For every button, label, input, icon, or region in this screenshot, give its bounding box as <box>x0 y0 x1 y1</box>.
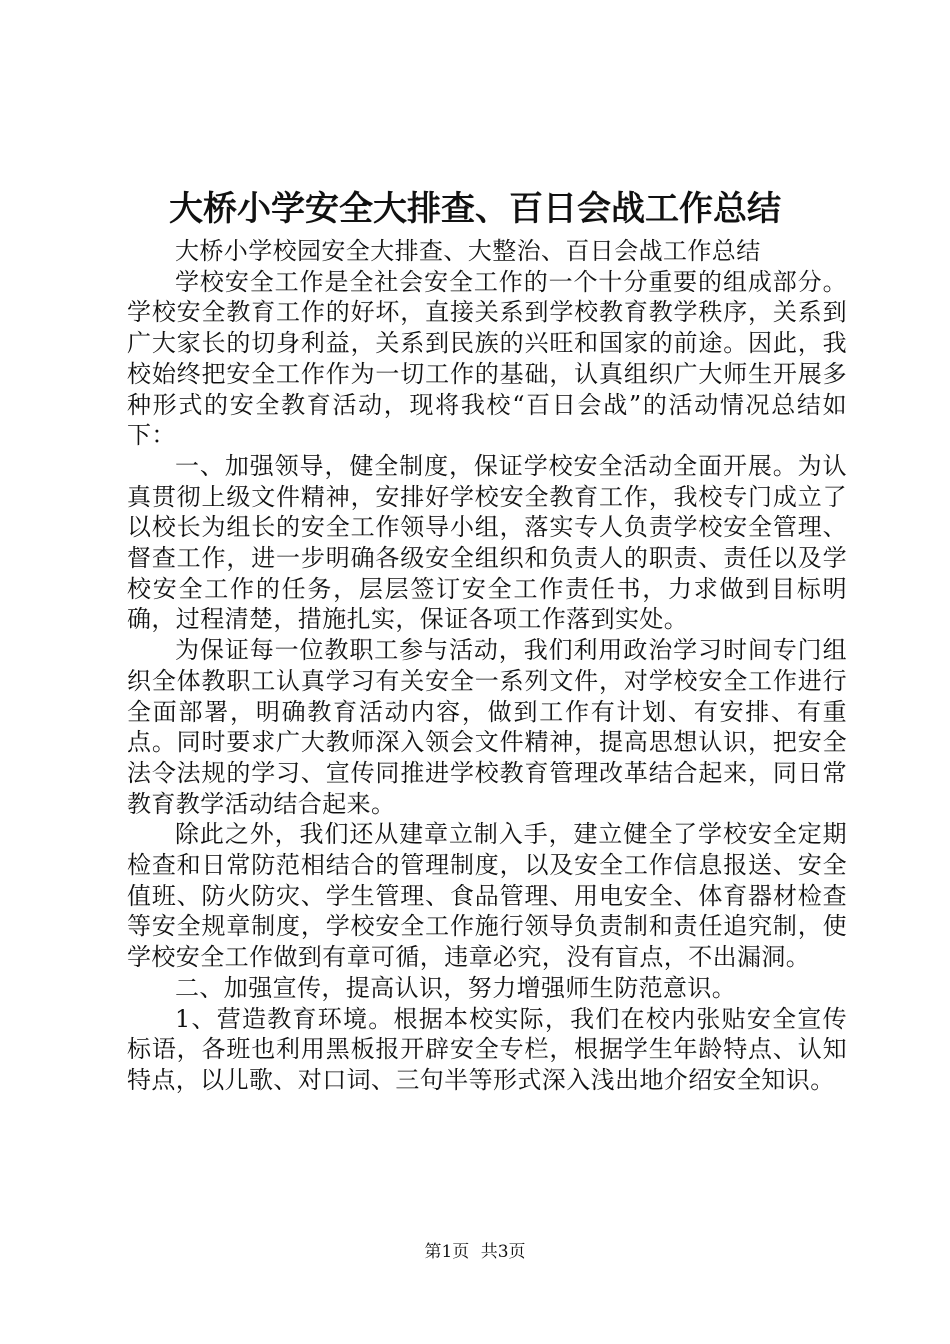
document-body <box>127 236 847 1096</box>
paragraph-regulations: 除此之外，我们还从建章立制入手，建立健全了学校安全定期检查和日常防范相结合的管理制度，以及安全工作信息报送、安全值班、防火防灾、学生管理、食品管理、用电安全、体育器材检查等安全规章制度，学校安全工作施行领导负责制和责任追究制，使学校安全工作做到有章可循，违章必究，没有盲点，不出漏洞。 <box>127 820 847 972</box>
paragraph-section-1: 一、加强领导，健全制度，保证学校安全活动全面开展。为认真贯彻上级文件精神，安排好学校安全教育工作，我校专门成立了以校长为组长的安全工作领导小组，落实专人负责学校安全管理、督查工作，进一步明确各级安全组织和负责人的职责、责任以及学校安全工作的任务，层层签订安全工作责任书，力求做到目标明确，过程清楚，措施扎实，保证各项工作落到实处。 <box>127 451 847 634</box>
page-number-current: 第1页 <box>424 1242 470 1262</box>
paragraph-item-1: 1、营造教育环境。根据本校实际，我们在校内张贴安全宣传标语，各班也利用黑板报开辟安全专栏，根据学生年龄特点、认知特点，以儿歌、对口词、三句半等形式深入浅出地介绍安全知识。 <box>127 1004 847 1094</box>
page-number-total: 共3页 <box>480 1242 526 1262</box>
document-title: 大桥小学安全大排查、百日会战工作总结 <box>169 189 781 229</box>
page-footer <box>0 1240 950 1264</box>
paragraph-subtitle: 大桥小学校园安全大排查、大整治、百日会战工作总结 <box>175 237 761 265</box>
paragraph-intro: 学校安全工作是全社会安全工作的一个十分重要的组成部分。学校安全教育工作的好坏，直接关系到学校教育教学秩序，关系到广大家长的切身利益，关系到民族的兴旺和国家的前途。因此，我校始终把安全工作作为一切工作的基础，认真组织广大师生开展多种形式的安全教育活动，现将我校“百日会战”的活动情况总结如下： <box>127 267 847 450</box>
paragraph-section-2: 二、加强宣传，提高认识，努力增强师生防范意识。 <box>175 973 737 1002</box>
paragraph-staff-participation: 为保证每一位教职工参与活动，我们利用政治学习时间专门组织全体教职工认真学习有关安全一系列文件，对学校安全工作进行全面部署，明确教育活动内容，做到工作有计划、有安排、有重点。同时要求广大教师深入领会文件精神，提高思想认识，把安全法令法规的学习、宣传同推进学校教育管理改革结合起来，同日常教育教学活动结合起来。 <box>127 636 847 818</box>
